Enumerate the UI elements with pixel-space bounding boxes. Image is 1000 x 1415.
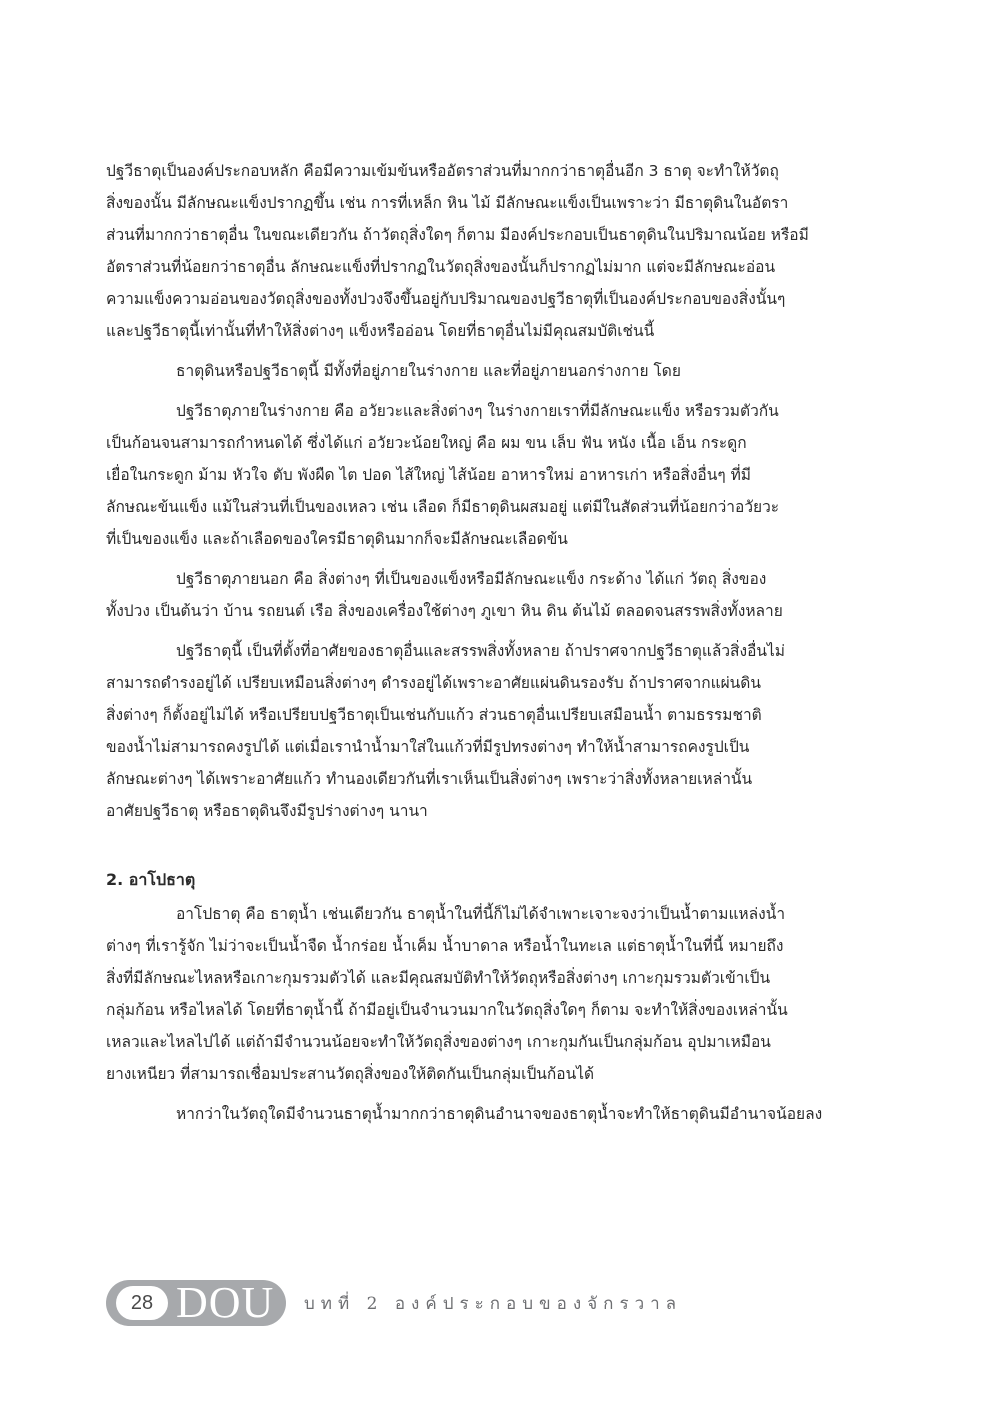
text-line: กลุ่มก้อน หรือไหลได้ โดยที่ธาตุน้ำนี้ ถ้ามีอยู่เป็นจำนวนมากในวัตถุสิ่งใดๆ ก็ตาม จะทำให้สิ่งของเหล่านั้น <box>106 1001 788 1019</box>
text-line: เยื่อในกระดูก ม้าม หัวใจ ตับ พังผืด ไต ปอด ไส้ใหญ่ ไส้น้อย อาหารใหม่ อาหารเก่า หรือสิ่งอื่นๆ ที่มี <box>106 466 752 484</box>
text-line: และปฐวีธาตุนี้เท่านั้นที่ทำให้สิ่งต่างๆ แข็งหรืออ่อน โดยที่ธาตุอื่นไม่มีคุณสมบัติเช่นนี้ <box>106 322 655 340</box>
text-line: ส่วนที่มากกว่าธาตุอื่น ในขณะเดียวกัน ถ้าวัตถุสิ่งใดๆ ก็ตาม มีองค์ประกอบเป็นธาตุดินในปริมาณน้อย หรือมี <box>106 226 809 244</box>
text-line: ปฐวีธาตุเป็นองค์ประกอบหลัก คือมีความเข้มข้นหรืออัตราส่วนที่มากกว่าธาตุอื่นอีก 3 ธาตุ จะทำให้วัตถุ <box>106 162 779 180</box>
text-line: สิ่งของนั้น มีลักษณะแข็งปรากฏขึ้น เช่น การที่เหล็ก หิน ไม้ มีลักษณะแข็งเป็นเพราะว่า มีธาตุดินในอัตรา <box>106 194 789 212</box>
chapter-title: บทที่ 2 องค์ประกอบของจักรวาล <box>304 1293 683 1314</box>
text-line: อาศัยปฐวีธาตุ หรือธาตุดินจึงมีรูปร่างต่างๆ นานา <box>106 802 428 820</box>
text-line: ที่เป็นของแข็ง และถ้าเลือดของใครมีธาตุดินมากก็จะมีลักษณะเลือดข้น <box>106 530 568 548</box>
text-line: สามารถดำรงอยู่ได้ เปรียบเหมือนสิ่งต่างๆ ดำรงอยู่ได้เพราะอาศัยแผ่นดินรองรับ ถ้าปราศจากแผ่นดิน <box>106 674 761 692</box>
page-body <box>106 155 880 1138</box>
footer-badge <box>106 1280 286 1326</box>
text-line: สิ่งที่มีลักษณะไหลหรือเกาะกุมรวมตัวได้ และมีคุณสมบัติทำให้วัตถุหรือสิ่งต่างๆ เกาะกุมรวมตัวเข้าเป็น <box>106 969 771 987</box>
text-line: สิ่งต่างๆ ก็ตั้งอยู่ไม่ได้ หรือเปรียบปฐวีธาตุเป็นเช่นกับแก้ว ส่วนธาตุอื่นเปรียบเสมือนน้ำ ตามธรรมชาติ <box>106 706 762 724</box>
page-number: 28 <box>116 1286 168 1320</box>
text-line: อัตราส่วนที่น้อยกว่าธาตุอื่น ลักษณะแข็งที่ปรากฏในวัตถุสิ่งของนั้นก็ปรากฏไม่มาก แต่จะมีลักษณะอ่อน <box>106 258 776 276</box>
text-line: ปฐวีธาตุภายในร่างกาย คือ อวัยวะและสิ่งต่างๆ ในร่างกายเราที่มีลักษณะแข็ง หรือรวมตัวกัน <box>176 402 779 420</box>
page-footer <box>106 1280 682 1326</box>
text-line: หากว่าในวัตถุใดมีจำนวนธาตุน้ำมากกว่าธาตุดินอำนาจของธาตุน้ำจะทำให้ธาตุดินมีอำนาจน้อยลง <box>176 1105 823 1123</box>
section-heading: 2. อาโปธาตุ <box>106 870 196 889</box>
dou-logo: DOU <box>176 1278 275 1327</box>
text-line: ทั้งปวง เป็นต้นว่า บ้าน รถยนต์ เรือ สิ่งของเครื่องใช้ต่างๆ ภูเขา หิน ดิน ต้นไม้ ตลอดจนสรรพสิ่งทั้งหลาย <box>106 602 783 620</box>
text-line: ลักษณะข้นแข็ง แม้ในส่วนที่เป็นของเหลว เช่น เลือด ก็มีธาตุดินผสมอยู่ แต่มีในสัดส่วนที่น้อยกว่าอวัยวะ <box>106 498 780 516</box>
text-line: เป็นก้อนจนสามารถกำหนดได้ ซึ่งได้แก่ อวัยวะน้อยใหญ่ คือ ผม ขน เล็บ ฟัน หนัง เนื้อ เอ็น กระดูก <box>106 434 747 452</box>
paragraph-water-main <box>106 898 880 1090</box>
text-line: ต่างๆ ที่เรารู้จัก ไม่ว่าจะเป็นน้ำจืด น้ำกร่อย น้ำเค็ม น้ำบาดาล หรือน้ำในทะเล แต่ธาตุน้ำในที่นี้ หมายถึง <box>106 937 784 955</box>
paragraph-earth-intro <box>106 355 880 387</box>
text-line: ลักษณะต่างๆ ได้เพราะอาศัยแก้ว ทำนองเดียวกันที่เราเห็นเป็นสิ่งต่างๆ เพราะว่าสิ่งทั้งหลายเหล่านั้น <box>106 770 753 788</box>
text-line: เหลวและไหลไปได้ แต่ถ้ามีจำนวนน้อยจะทำให้วัตถุสิ่งของต่างๆ เกาะกุมกันเป็นกลุ่มก้อน อุปมาเหมือน <box>106 1033 771 1051</box>
text-line: ความแข็งความอ่อนของวัตถุสิ่งของทั้งปวงจึงขึ้นอยู่กับปริมาณของปฐวีธาตุที่เป็นองค์ประกอบของสิ่งนั้นๆ <box>106 290 786 308</box>
text-line: ธาตุดินหรือปฐวีธาตุนี้ มีทั้งที่อยู่ภายในร่างกาย และที่อยู่ภายนอกร่างกาย โดย <box>176 362 681 380</box>
text-line: ของน้ำไม่สามารถคงรูปได้ แต่เมื่อเรานำน้ำมาใส่ในแก้วที่มีรูปทรงต่างๆ ทำให้น้ำสามารถคงรูปเป็น <box>106 738 750 756</box>
paragraph-earth-foundation <box>106 635 880 827</box>
text-line: ยางเหนียว ที่สามารถเชื่อมประสานวัตถุสิ่งของให้ติดกันเป็นกลุ่มเป็นก้อนได้ <box>106 1065 595 1083</box>
paragraph-external-earth <box>106 563 880 627</box>
text-line: ปฐวีธาตุภายนอก คือ สิ่งต่างๆ ที่เป็นของแข็งหรือมีลักษณะแข็ง กระด้าง ได้แก่ วัตถุ สิ่งของ <box>176 570 767 588</box>
text-line: ปฐวีธาตุนี้ เป็นที่ตั้งที่อาศัยของธาตุอื่นและสรรพสิ่งทั้งหลาย ถ้าปราศจากปฐวีธาตุแล้วสิ่งอื่นไม่ <box>176 642 786 660</box>
paragraph-internal-earth <box>106 395 880 555</box>
paragraph-water-balance <box>106 1098 880 1130</box>
text-line: อาโปธาตุ คือ ธาตุน้ำ เช่นเดียวกัน ธาตุน้ำในที่นี้ก็ไม่ได้จำเพาะเจาะจงว่าเป็นน้ำตามแหล่งน้ำ <box>176 905 786 923</box>
paragraph-earth-main <box>106 155 880 347</box>
